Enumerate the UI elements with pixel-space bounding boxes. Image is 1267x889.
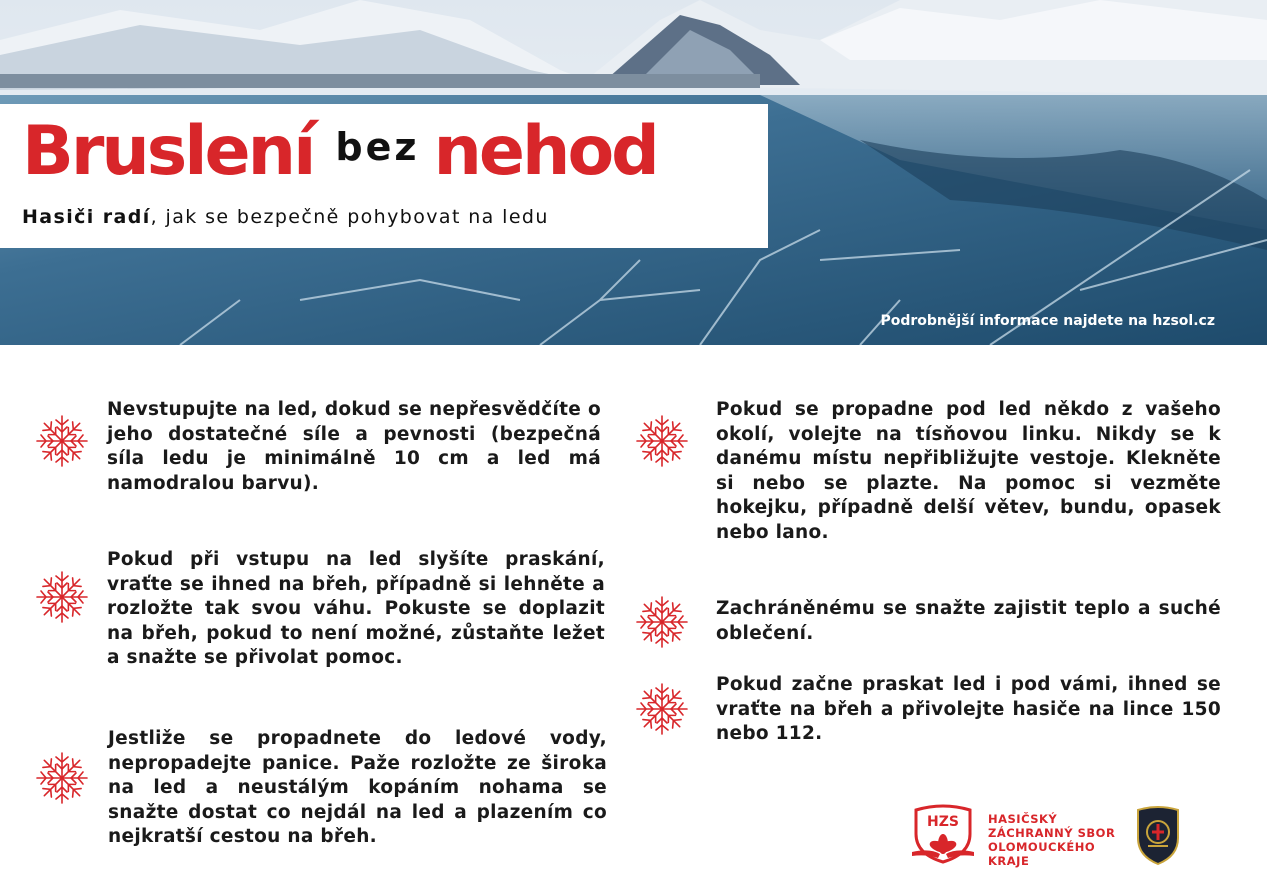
org-line-3: OLOMOUCKÉHO: [988, 840, 1096, 854]
tip-text: Zachráněnému se snažte zajistit teplo a suché oblečení.: [716, 598, 1221, 644]
org-line-4: KRAJE: [988, 854, 1030, 868]
snowflake-icon: [34, 413, 90, 469]
info-link[interactable]: Podrobnější informace najdete na hzsol.cz: [880, 313, 1215, 329]
title-word-3: nehod: [433, 112, 657, 191]
org-line-1: HASIČSKÝ: [988, 812, 1058, 826]
page-title: [22, 112, 657, 191]
snowflake-icon: [634, 681, 690, 737]
snowflake-icon: [34, 569, 90, 625]
hzs-logo: [910, 804, 976, 870]
tip-text: Pokud se propadne pod led někdo z vašeho okolí, volejte na tísňovou linku. Nikdy se k danému místu nepřibližujte vestoje. Klekněte si nebo se plazte. Na pomoc si vezměte hokejku, případně delší větev, bundu, opasek nebo lano.: [716, 399, 1221, 543]
tip-text: Pokud začne praskat led i pod vámi, ihned se vraťte na břeh a přivolejte hasiče na lince 150 nebo 112.: [716, 674, 1221, 744]
snowflake-icon: [634, 413, 690, 469]
tip-text: Jestliže se propadnete do ledové vody, nepropadejte panice. Paže rozložte ze široka na led a neustálým kopáním nohama se snažte dostat co nejdál na led a plazením co nejkratší cestou na břeh.: [108, 728, 607, 847]
subtitle: [22, 206, 549, 228]
fire-brigade-emblem: [1134, 804, 1182, 866]
organization-name: [988, 812, 1115, 868]
subtitle-bold: Hasiči radí: [22, 206, 151, 228]
title-word-1: Bruslení: [22, 112, 314, 191]
snowflake-icon: [34, 750, 90, 806]
org-line-2: ZÁCHRANNÝ SBOR: [988, 826, 1116, 840]
hzs-logo-text: HZS: [927, 814, 959, 830]
tip-text: Nevstupujte na led, dokud se nepřesvědčíte o jeho dostatečné síle a pevnosti (bezpečná síla ledu je minimálně 10 cm a led má namodralou barvu).: [107, 399, 601, 494]
snowflake-icon: [634, 594, 690, 650]
tip-text: Pokud při vstupu na led slyšíte praskání, vraťte se ihned na břeh, případně si lehněte a rozložte tak svou váhu. Pokuste se doplazit na břeh, pokud to není možné, zůstaňte ležet a snažte se přivolat pomoc.: [107, 549, 605, 668]
subtitle-rest: , jak se bezpečně pohybovat na ledu: [150, 206, 549, 228]
title-word-2: bez: [335, 125, 420, 169]
hero-image: [0, 0, 1267, 345]
